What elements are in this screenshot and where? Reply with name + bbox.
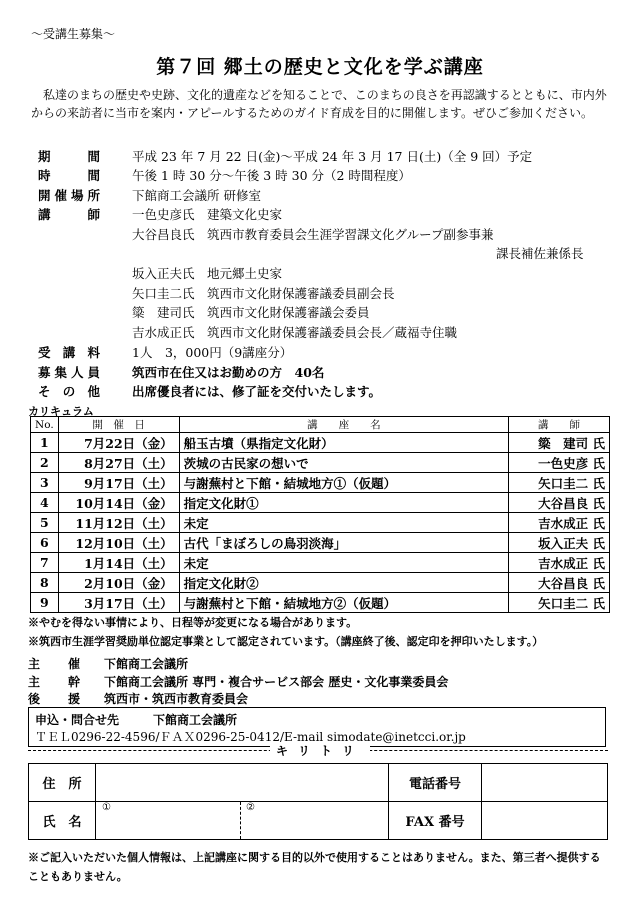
col-lecturer: 講 師 [509,417,610,433]
row-title: 指定文化財① [179,493,508,513]
application-form [28,763,608,840]
row-title: 未定 [179,513,508,533]
row-lecturer: 吉水成正 氏 [509,553,610,573]
row-lecturer: 矢口圭二 氏 [509,593,610,613]
lecturer-item: 一色史彦氏 建築文化史家 [132,207,283,222]
period-value: 平成 23 年 7 月 22 日(金)～平成 24 年 3 月 17 日(土)（全 9 回）予定 [132,149,533,164]
contact-org: 下館商工会議所 [153,713,238,727]
table-row [31,593,610,613]
lecturer-item: 坂入正夫氏 地元郷土史家 [132,266,283,281]
support-value: 筑西市・筑西市教育委員会 [104,692,249,706]
row-no: 3 [31,473,59,493]
row-date: 11月12日（土） [58,513,179,533]
row-no: 6 [31,533,59,553]
table-row [31,533,610,553]
col-no: No. [31,417,59,433]
row-no: 8 [31,573,59,593]
row-title: 古代「まぼろしの鳥羽淡海」 [179,533,508,553]
support-label: 後援 [28,692,80,706]
fee-label: 受講料 [38,345,100,360]
contact-line: ＴＥＬ0296-22-4596/ＦＡＸ0296-25-0412/E-mail simodate@inetcci.or.jp [35,730,466,744]
row-lecturer: 吉水成正 氏 [509,513,610,533]
col-date: 開 催 日 [58,417,179,433]
privacy-note: ※ご記入いただいた個人情報は、上記講座に関する目的以外で使用することはありません。また、第三者へ提供することもありません。 [28,851,601,883]
table-header-row [31,417,610,433]
table-row [31,453,610,473]
row-lecturer: 大谷昌良 氏 [509,493,610,513]
row-date: 12月10日（土） [58,533,179,553]
table-row [31,573,610,593]
row-date: 10月14日（金） [58,493,179,513]
note-certification: ※筑西市生涯学習奨励単位認定事業として認定されています。（講座終了後、認定印を押印いたします。） [28,635,544,648]
lecturer-item-cont: 課長補佐兼係長 [496,246,584,261]
lecturer-label: 講師 [38,207,100,222]
time-value: 午後 1 時 30 分～午後 3 時 30 分（2 時間程度） [132,168,411,183]
lecturer-item: 吉水成正氏 筑西市文化財保護審議委員会長／蔵福寺住職 [132,325,458,340]
other-value: 出席優良者には、修了証を交付いたします。 [132,384,382,399]
row-no: 4 [31,493,59,513]
row-date: 1月14日（土） [58,553,179,573]
address-field[interactable] [96,764,389,802]
row-date: 7月22日（金） [58,433,179,453]
contact-box [28,707,606,747]
fax-label: FAX 番号 [389,802,482,840]
row-lecturer: 一色史彦 氏 [509,453,610,473]
capacity-value: 筑西市在住又はお勤めの方 40名 [132,365,325,380]
table-row [31,433,610,453]
venue-value: 下館商工会議所 研修室 [132,188,261,203]
row-title: 茨城の古民家の想いで [179,453,508,473]
fee-value: 1人 3，000円（9講座分） [132,345,293,360]
row-date: 2月10日（金） [58,573,179,593]
phone-label: 電話番号 [389,764,482,802]
lecturer-item: 大谷昌良氏 筑西市教育委員会生涯学習課文化グループ副参事兼 [132,227,494,242]
row-no: 9 [31,593,59,613]
row-lecturer: 簗 建司 氏 [509,433,610,453]
row-no: 7 [31,553,59,573]
capacity-label: 募集人員 [38,365,100,380]
time-label: 時間 [38,168,100,183]
manager-label: 主幹 [28,675,80,689]
contact-label: 申込・問合せ先 [35,713,120,727]
row-lecturer: 坂入正夫 氏 [509,533,610,553]
lecturer-item: 矢口圭二氏 筑西市文化財保護審議委員副会長 [132,286,395,301]
row-date: 3月17日（土） [58,593,179,613]
row-title: 与謝蕪村と下館・結城地方②（仮題） [179,593,508,613]
col-title: 講 座 名 [179,417,508,433]
row-no: 1 [31,433,59,453]
cut-label [0,742,640,759]
host-label: 主催 [28,657,80,671]
row-no: 5 [31,513,59,533]
row-no: 2 [31,453,59,473]
manager-value: 下館商工会議所 専門・複合サービス部会 歴史・文化事業委員会 [104,675,449,689]
address-label: 住 所 [29,764,96,802]
row-date: 9月17日（土） [58,473,179,493]
intro-paragraph: 私達のまちの歴史や史跡、文化的遺産などを知ることで、このまちの良さを再認識するとともに、市内外からの来訪者に当市を案内・アピールするためのガイド育成を目的に開催します。ぜひご参加ください。 [31,88,607,120]
row-date: 8月27日（土） [58,453,179,473]
note-schedule: ※やむを得ない事情により、日程等が変更になる場合があります。 [28,616,358,629]
curriculum-table [30,416,610,613]
table-row [31,513,610,533]
row-title: 未定 [179,553,508,573]
fax-field[interactable] [482,802,608,840]
name-field[interactable] [96,802,389,840]
table-row [31,473,610,493]
phone-field[interactable] [482,764,608,802]
venue-label: 開催場所 [38,188,100,203]
row-lecturer: 大谷昌良 氏 [509,573,610,593]
table-row [31,553,610,573]
mark-2: ② [246,802,255,813]
row-lecturer: 矢口圭二 氏 [509,473,610,493]
name-label: 氏 名 [29,802,96,840]
cut-label-text: キリトリ [270,744,370,758]
other-label: その他 [38,384,100,399]
curriculum-heading: カリキュラム [28,405,94,418]
table-row [31,493,610,513]
host-value: 下館商工会議所 [104,657,189,671]
name-field-1[interactable] [96,802,241,839]
row-title: 船玉古墳（県指定文化財） [179,433,508,453]
row-title: 与謝蕪村と下館・結城地方①（仮題） [179,473,508,493]
row-title: 指定文化財② [179,573,508,593]
mark-1: ① [102,802,111,813]
page-title: 第７回 郷土の歴史と文化を学ぶ講座 [156,56,484,78]
recruit-kicker: ～受講生募集～ [31,27,116,41]
period-label: 期間 [38,149,100,164]
lecturer-item: 簗 建司氏 筑西市文化財保護審議会委員 [132,305,370,320]
